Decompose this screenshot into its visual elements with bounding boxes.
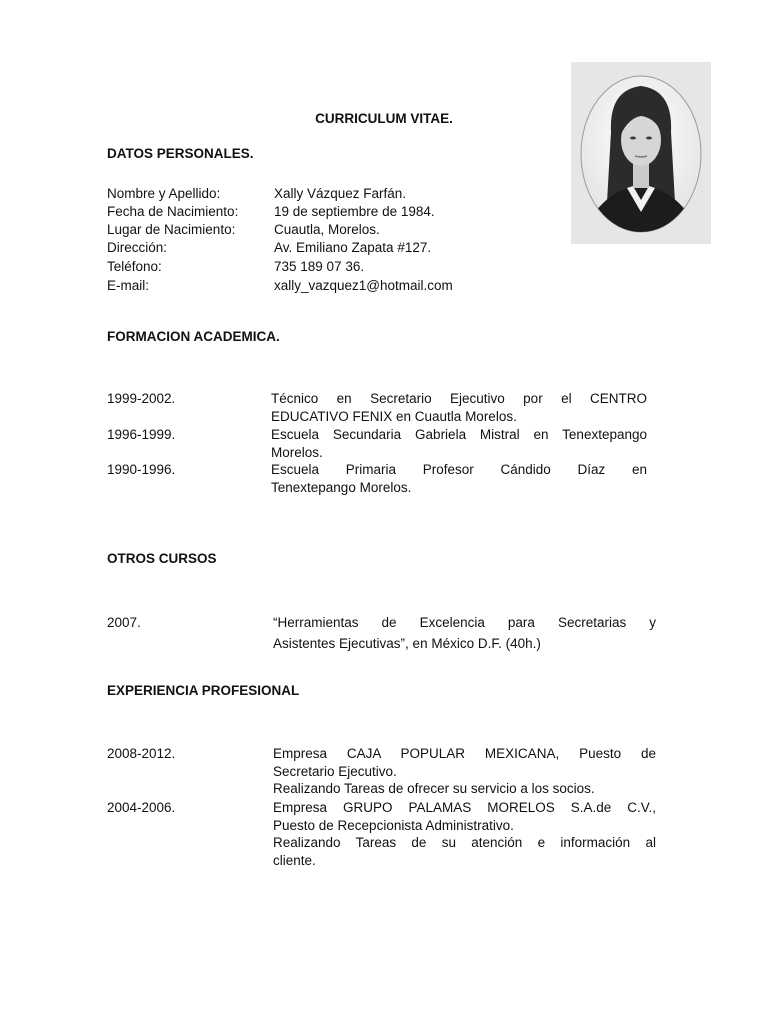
entry-line: Puesto de Recepcionista Administrativo. — [273, 817, 514, 833]
personal-label: Lugar de Nacimiento: — [107, 222, 236, 237]
personal-label: Nombre y Apellido: — [107, 186, 221, 201]
entry-line: cliente. — [273, 852, 316, 868]
document-title-text: CURRICULUM VITAE. — [315, 111, 453, 126]
entry-line: Empresa CAJA POPULAR MEXICANA, Puesto de — [273, 746, 656, 761]
entry-line: Realizando Tareas de su atención e información al — [273, 835, 656, 850]
entry-line: Morelos. — [271, 444, 323, 460]
courses-heading: OTROS CURSOS — [107, 551, 217, 566]
entry-years: 2008-2012. — [107, 746, 176, 761]
entry-line: Secretario Ejecutivo. — [273, 763, 397, 779]
entry-line: EDUCATIVO FENIX en Cuautla Morelos. — [271, 408, 517, 424]
experience-heading: EXPERIENCIA PROFESIONAL — [107, 683, 300, 698]
entry-years: 1999-2002. — [107, 391, 176, 406]
entry-years: 1996-1999. — [107, 427, 176, 442]
entry-line: Empresa GRUPO PALAMAS MORELOS S.A.de C.V., — [273, 800, 656, 815]
personal-value: Av. Emiliano Zapata #127. — [274, 240, 432, 255]
personal-label: E-mail: — [107, 278, 150, 293]
personal-value: Cuautla, Morelos. — [274, 222, 380, 237]
entry-line: Realizando Tareas de ofrecer su servicio a los socios. — [273, 781, 595, 796]
portrait-photo-icon — [571, 62, 711, 244]
entry-line: Escuela Secundaria Gabriela Mistral en Tenextepango — [271, 427, 647, 442]
education-heading: FORMACION ACADEMICA. — [107, 329, 280, 344]
entry-line: Asistentes Ejecutivas”, en México D.F. (40h.) — [273, 636, 541, 651]
entry-years: 1990-1996. — [107, 462, 176, 477]
profile-photo — [571, 62, 711, 244]
personal-label: Fecha de Nacimiento: — [107, 204, 239, 219]
entry-line: Escuela Primaria Profesor Cándido Díaz en — [271, 462, 647, 477]
entry-years: 2007. — [107, 615, 141, 630]
entry-line: Técnico en Secretario Ejecutivo por el CENTRO — [271, 391, 647, 406]
entry-line: “Herramientas de Excelencia para Secretarias y — [273, 615, 656, 630]
entry-years: 2004-2006. — [107, 800, 176, 815]
personal-value: 19 de septiembre de 1984. — [274, 204, 435, 219]
personal-value: 735 189 07 36. — [274, 259, 365, 274]
personal-value: xally_vazquez1@hotmail.com — [274, 278, 453, 293]
entry-line: Tenextepango Morelos. — [271, 479, 412, 495]
personal-value: Xally Vázquez Farfán. — [274, 186, 407, 201]
personal-label: Teléfono: — [107, 259, 162, 274]
personal-label: Dirección: — [107, 240, 168, 255]
personal-data-heading: DATOS PERSONALES. — [107, 146, 254, 161]
